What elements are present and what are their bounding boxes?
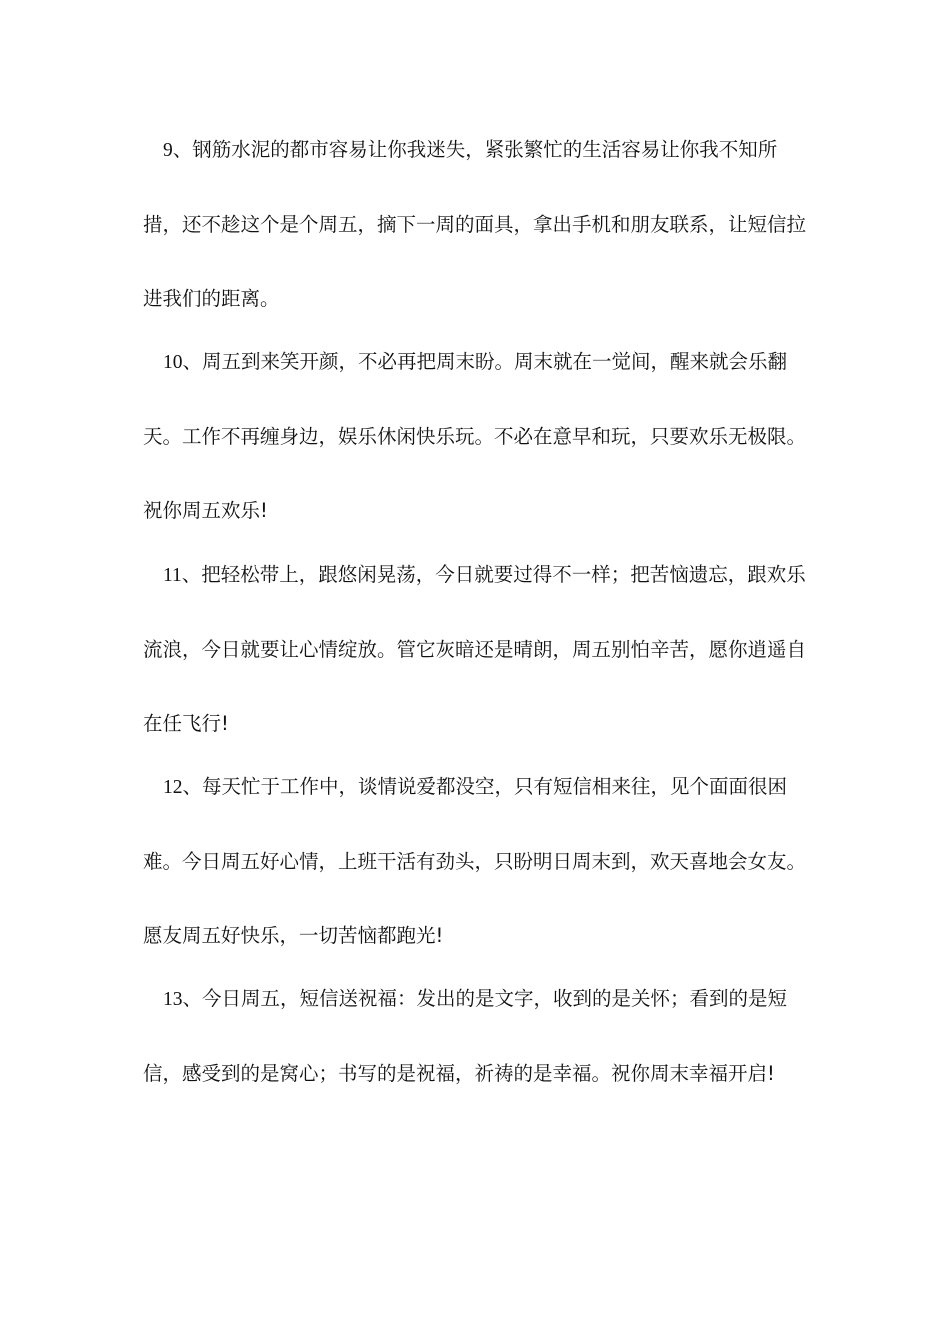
paragraph-13 [143,962,808,1111]
paragraph-number: 9 [163,140,173,161]
paragraph-text: 、今日周五，短信送祝福：发出的是文字，收到的是关怀；看到的是短信，感受到的是窝心；书写的是祝福，祈祷的是幸福。祝你周末幸福开启! [143,987,788,1085]
paragraph-10 [143,325,808,548]
paragraph-number: 11 [163,565,182,586]
paragraph-text: 、每天忙于工作中，谈情说爱都没空，只有短信相来往，见个面面很困难。今日周五好心情，上班干活有劲头，只盼明日周末到，欢天喜地会女友。愿友周五好快乐，一切苦恼都跑光! [143,775,807,947]
paragraph-9 [143,113,808,336]
paragraph-text: 、把轻松带上，跟悠闲晃荡，今日就要过得不一样；把苦恼遗忘，跟欢乐流浪，今日就要让心情绽放。管它灰暗还是晴朗，周五别怕辛苦，愿你逍遥自在任飞行! [143,563,807,735]
paragraph-number: 10 [163,352,183,373]
paragraph-number: 13 [163,989,183,1010]
paragraph-number: 12 [163,777,183,798]
paragraph-11 [143,538,808,761]
paragraph-text: 、周五到来笑开颜，不必再把周末盼。周末就在一觉间，醒来就会乐翻天。工作不再缠身边，娱乐休闲快乐玩。不必在意早和玩，只要欢乐无极限。祝你周五欢乐! [143,350,807,522]
paragraph-text: 、钢筋水泥的都市容易让你我迷失，紧张繁忙的生活容易让你我不知所措，还不趁这个是个周五，摘下一周的面具，拿出手机和朋友联系，让短信拉进我们的距离。 [143,138,807,310]
paragraph-12 [143,750,808,973]
